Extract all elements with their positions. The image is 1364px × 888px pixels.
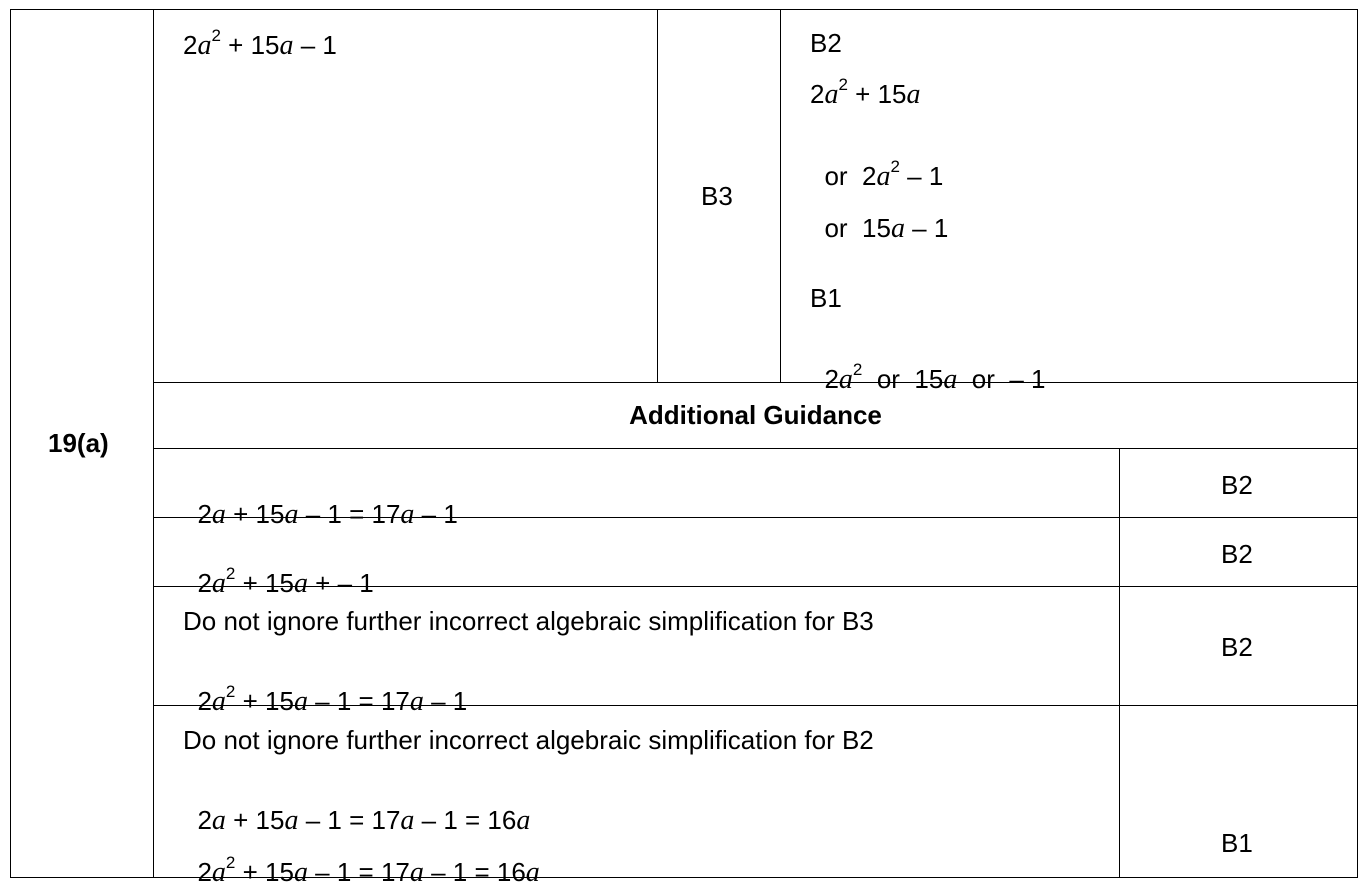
guidance-row3-mark: B2 <box>1221 632 1253 662</box>
guidance-row2-mark: B2 <box>1221 539 1253 569</box>
question-number: 19(a) <box>48 428 109 458</box>
guidance-row4-line2: $2a^2 + 15a - 1 = 17a - 1 = 16a$ <box>197 853 540 888</box>
table-border-left <box>10 9 11 878</box>
guidance-row4-mark: B1 <box>1221 828 1253 858</box>
table-border-top <box>10 9 1358 10</box>
question-column-divider <box>153 9 154 878</box>
answer-expression: $2a^2 + 15a - 1$ <box>183 26 337 61</box>
scheme-b2-line1: $2a^2 + 15a$ <box>810 75 921 110</box>
mark-scheme-divider <box>780 9 781 383</box>
guidance-heading-rule <box>153 448 1358 449</box>
guidance-top-rule <box>153 382 1358 383</box>
scheme-b2-line2: or $2a^2 - 1$ <box>824 157 944 192</box>
guidance-row4-note: Do not ignore further incorrect algebraic simplification for B2 <box>183 725 874 755</box>
guidance-row1-line: 2a + 15a – 1 = 17a – 1 <box>197 499 458 530</box>
guidance-mark-divider <box>1119 448 1120 878</box>
guidance-heading: Additional Guidance <box>629 400 882 430</box>
answer-mark: B3 <box>701 181 733 211</box>
guidance-row2-line: $2a^2 + 15a$ + – 1 <box>197 564 374 599</box>
guidance-row3-line: $2a^2 + 15a - 1 = 17a - 1$ <box>197 682 468 717</box>
scheme-b1-line: $2a^2$ or 15a or – 1 <box>824 360 1046 395</box>
answer-mark-divider <box>657 9 658 383</box>
scheme-b2-line3: or 15a – 1 <box>824 213 949 244</box>
guidance-row4-line1: 2a + 15a – 1 = 17a – 1 = 16a <box>197 805 531 836</box>
scheme-b1-label: B1 <box>810 283 842 313</box>
guidance-row1-mark: B2 <box>1221 470 1253 500</box>
scheme-b2-label: B2 <box>810 28 842 58</box>
table-border-right <box>1357 9 1358 878</box>
guidance-row3-note: Do not ignore further incorrect algebraic simplification for B3 <box>183 606 874 636</box>
